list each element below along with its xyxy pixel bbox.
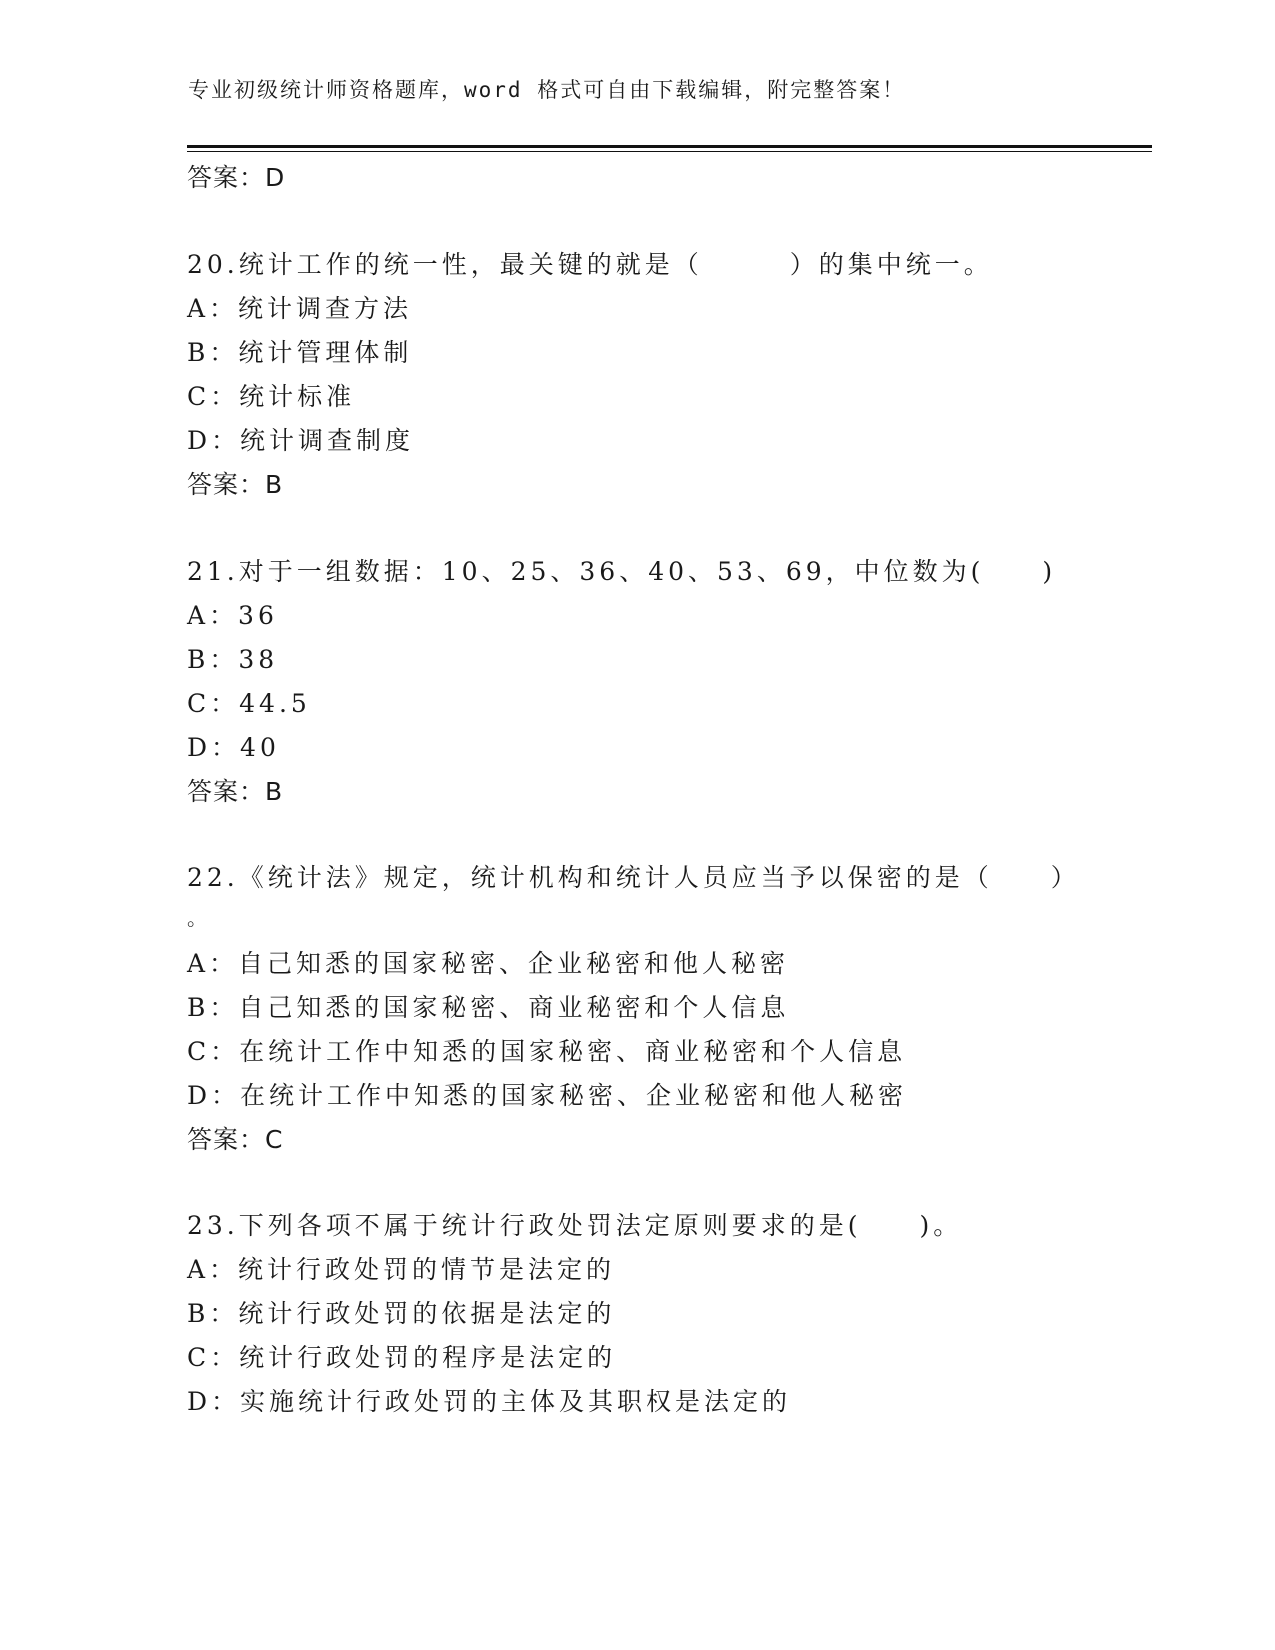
- q22-option-b: B：自己知悉的国家秘密、商业秘密和个人信息: [187, 993, 790, 1022]
- q23-option-c: C：统计行政处罚的程序是法定的: [187, 1343, 617, 1372]
- question-22: 22.《统计法》规定，统计机构和统计人员应当予以保密的是（ ）: [187, 863, 1080, 892]
- q23-option-b: B：统计行政处罚的依据是法定的: [187, 1299, 616, 1328]
- answer-19: 答案：D: [187, 163, 286, 192]
- q23-option-a: A：统计行政处罚的情节是法定的: [187, 1255, 616, 1284]
- q20-option-d: D：统计调查制度: [187, 426, 415, 455]
- q20-option-b: B：统计管理体制: [187, 338, 413, 367]
- question-20: 20.统计工作的统一性，最关键的就是（ ）的集中统一。: [187, 250, 993, 279]
- header-rule-thin: [187, 151, 1152, 152]
- q21-option-c: C：44.5: [187, 689, 311, 718]
- q22-option-a: A：自己知悉的国家秘密、企业秘密和他人秘密: [187, 949, 790, 978]
- q22-option-d: D：在统计工作中知悉的国家秘密、企业秘密和他人秘密: [187, 1081, 908, 1110]
- answer-22: 答案：C: [187, 1125, 284, 1154]
- q20-option-c: C：统计标准: [187, 382, 356, 411]
- answer-21: 答案：B: [187, 777, 284, 806]
- q21-option-a: A：36: [187, 601, 278, 630]
- q20-option-a: A：统计调查方法: [187, 294, 413, 323]
- header-rule-thick: [187, 145, 1152, 148]
- q21-option-d: D：40: [187, 733, 280, 762]
- answer-20: 答案：B: [187, 470, 284, 499]
- q22-option-c: C：在统计工作中知悉的国家秘密、商业秘密和个人信息: [187, 1037, 907, 1066]
- q23-option-d: D：实施统计行政处罚的主体及其职权是法定的: [187, 1387, 792, 1416]
- question-23: 23.下列各项不属于统计行政处罚法定原则要求的是( )。: [187, 1211, 963, 1240]
- q21-option-b: B：38: [187, 645, 279, 674]
- question-22-continuation: 。: [187, 906, 211, 930]
- question-21: 21.对于一组数据：10、25、36、40、53、69，中位数为( ): [187, 557, 1057, 586]
- page-header: 专业初级统计师资格题库，word 格式可自由下载编辑，附完整答案！: [188, 78, 906, 102]
